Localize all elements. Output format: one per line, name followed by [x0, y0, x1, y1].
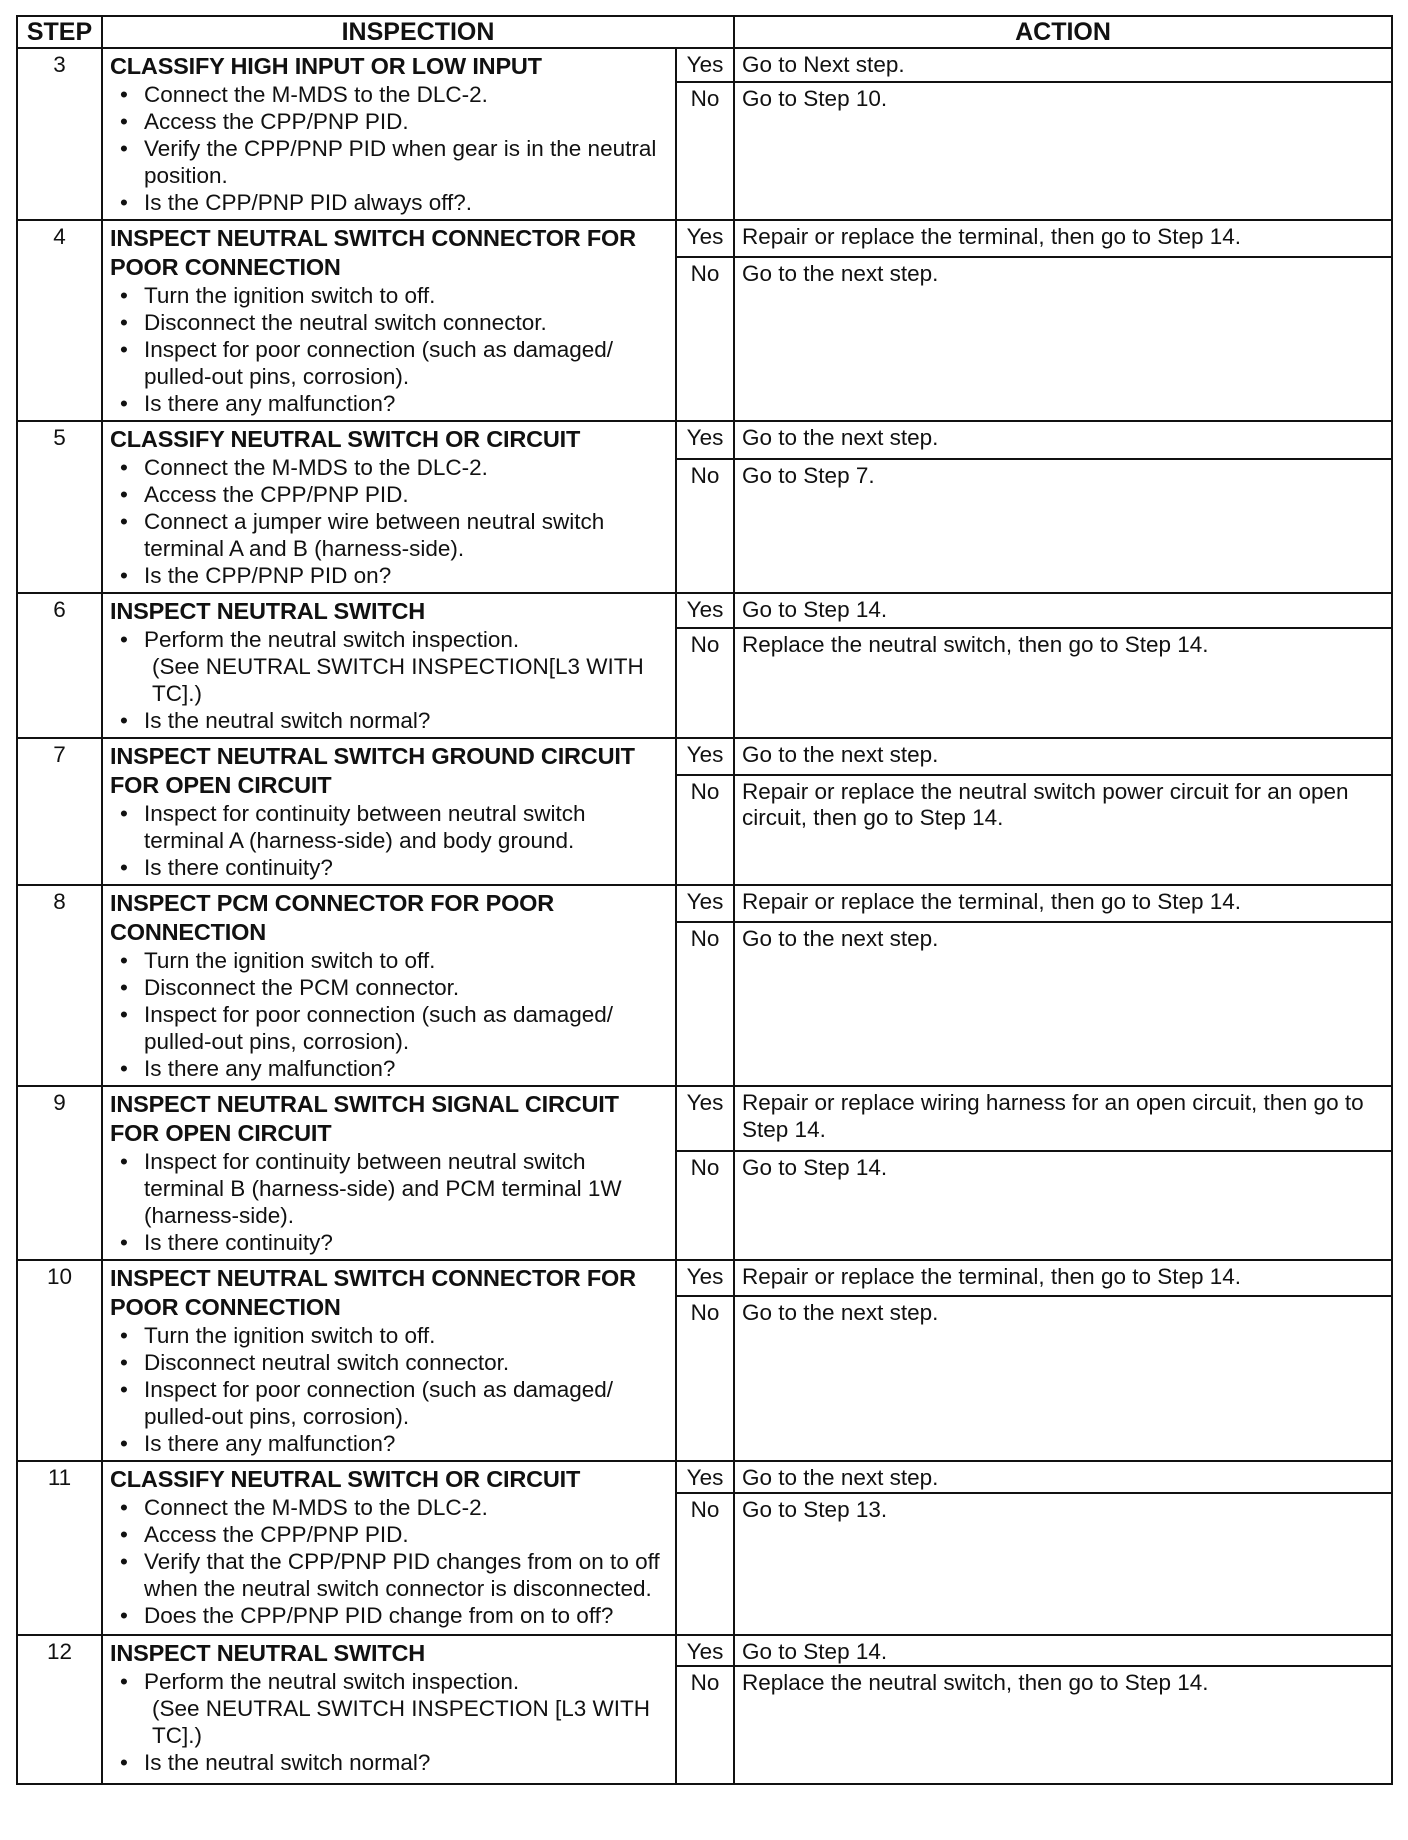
diagnostic-procedure-sheet [16, 15, 1391, 1785]
step-row [17, 738, 1392, 775]
step-row [17, 1260, 1392, 1296]
step-number: 8 [17, 885, 102, 1086]
bullet-text: Inspect for continuity between neutral switch terminal B (harness-side) and PCM terminal 1W (harness-side). [144, 1149, 622, 1228]
inspection-title: INSPECT NEUTRAL SWITCH CONNECTOR FOR POOR CONNECTION [110, 225, 636, 280]
no-label: No [676, 1151, 734, 1260]
no-action: Go to the next step. [734, 257, 1392, 421]
bullet-text: Is the neutral switch normal? [144, 1749, 431, 1775]
action-column-header: ACTION [734, 16, 1392, 48]
yes-action: Go to Next step. [734, 48, 1392, 82]
yes-action: Repair or replace wiring harness for an open circuit, then go to Step 14. [734, 1086, 1392, 1151]
inspection-bullet [144, 707, 669, 734]
inspection-title: CLASSIFY NEUTRAL SWITCH OR CIRCUIT [110, 426, 581, 452]
inspection-bullet [144, 562, 669, 589]
inspection-bullets [110, 1148, 669, 1256]
no-label: No [676, 459, 734, 593]
inspection-cell [102, 220, 676, 421]
inspection-title: INSPECT PCM CONNECTOR FOR POOR CONNECTION [110, 890, 555, 945]
inspection-bullet [144, 1521, 669, 1548]
yes-label: Yes [676, 1260, 734, 1296]
bullet-text: Turn the ignition switch to off. [144, 1323, 436, 1348]
inspection-bullet [144, 1749, 669, 1776]
yes-action: Go to Step 14. [734, 593, 1392, 628]
inspection-bullet [144, 1349, 669, 1376]
no-action: Go to Step 7. [734, 459, 1392, 593]
step-row [17, 1635, 1392, 1667]
yes-label: Yes [676, 48, 734, 82]
no-label: No [676, 257, 734, 421]
inspection-bullet [144, 1430, 669, 1457]
yes-label: Yes [676, 1635, 734, 1667]
bullet-text: Inspect for poor connection (such as damaged/ pulled-out pins, corrosion). [144, 1002, 614, 1054]
yes-action: Go to Step 14. [734, 1635, 1392, 1667]
bullet-text: Inspect for continuity between neutral switch terminal A (harness-side) and body ground. [144, 801, 586, 853]
step-number: 4 [17, 220, 102, 421]
yes-action: Go to the next step. [734, 421, 1392, 459]
inspection-bullet [144, 1148, 669, 1229]
step-row [17, 1461, 1392, 1493]
inspection-bullet [144, 189, 669, 216]
bullet-text: Access the CPP/PNP PID. [144, 109, 409, 134]
bullet-text: Is the CPP/PNP PID always off?. [144, 190, 473, 215]
yes-action: Go to the next step. [734, 738, 1392, 775]
no-action: Go to the next step. [734, 1296, 1392, 1461]
bullet-text: Is there any malfunction? [144, 1056, 396, 1081]
step-number: 5 [17, 421, 102, 593]
no-label: No [676, 775, 734, 885]
step-number: 9 [17, 1086, 102, 1260]
no-action: Replace the neutral switch, then go to Step 14. [734, 1666, 1392, 1784]
inspection-bullet [144, 81, 669, 108]
inspection-bullet [144, 454, 669, 481]
step-number: 11 [17, 1461, 102, 1635]
bullet-text: Is the neutral switch normal? [144, 708, 431, 733]
bullet-text: Disconnect the PCM connector. [144, 975, 460, 1000]
reference-note: (See NEUTRAL SWITCH INSPECTION[L3 WITH TC].) [152, 654, 644, 706]
bullet-text: Verify the CPP/PNP PID when gear is in the neutral position. [144, 136, 657, 188]
inspection-title: INSPECT NEUTRAL SWITCH SIGNAL CIRCUIT FOR OPEN CIRCUIT [110, 1091, 619, 1146]
yes-label: Yes [676, 421, 734, 459]
no-action: Go to the next step. [734, 922, 1392, 1086]
bullet-text: Does the CPP/PNP PID change from on to off? [144, 1603, 614, 1628]
inspection-bullet [144, 390, 669, 417]
inspection-bullet [144, 854, 669, 881]
inspection-column-header: INSPECTION [102, 16, 734, 48]
inspection-cell [102, 1086, 676, 1260]
inspection-cell [102, 48, 676, 220]
inspection-bullet [144, 626, 669, 707]
inspection-bullet [144, 800, 669, 854]
inspection-bullet [144, 108, 669, 135]
bullet-text: Inspect for poor connection (such as damaged/ pulled-out pins, corrosion). [144, 337, 614, 389]
no-label: No [676, 1296, 734, 1461]
reference-note: (See NEUTRAL SWITCH INSPECTION [L3 WITH TC].) [152, 1695, 650, 1748]
inspection-bullets [110, 626, 669, 734]
step-number: 6 [17, 593, 102, 738]
yes-label: Yes [676, 220, 734, 257]
yes-action: Repair or replace the terminal, then go to Step 14. [734, 885, 1392, 922]
no-label: No [676, 922, 734, 1086]
yes-label: Yes [676, 1086, 734, 1151]
inspection-bullet [144, 1602, 669, 1629]
no-label: No [676, 628, 734, 738]
bullet-text: Connect the M-MDS to the DLC-2. [144, 1495, 488, 1520]
inspection-bullet [144, 336, 669, 390]
inspection-bullet [144, 947, 669, 974]
inspection-bullets [110, 1494, 669, 1629]
bullet-text: Is there continuity? [144, 855, 333, 880]
step-row [17, 220, 1392, 257]
bullet-text: Access the CPP/PNP PID. [144, 482, 409, 507]
inspection-bullet [144, 135, 669, 189]
step-row [17, 885, 1392, 922]
step-row [17, 48, 1392, 82]
bullet-text: Connect a jumper wire between neutral switch terminal A and B (harness-side). [144, 509, 605, 561]
bullet-text: Connect the M-MDS to the DLC-2. [144, 455, 488, 480]
inspection-bullets [110, 947, 669, 1082]
inspection-cell [102, 1635, 676, 1785]
bullet-text: Is there any malfunction? [144, 1431, 396, 1456]
bullet-text: Turn the ignition switch to off. [144, 948, 436, 973]
inspection-bullet [144, 1376, 669, 1430]
inspection-cell [102, 593, 676, 738]
step-column-header: STEP [17, 16, 102, 48]
inspection-bullet [144, 1322, 669, 1349]
inspection-bullet [144, 481, 669, 508]
no-action: Replace the neutral switch, then go to Step 14. [734, 628, 1392, 738]
inspection-bullet [144, 282, 669, 309]
inspection-cell [102, 1260, 676, 1461]
bullet-text: Access the CPP/PNP PID. [144, 1522, 409, 1547]
inspection-title: INSPECT NEUTRAL SWITCH [110, 598, 426, 624]
yes-label: Yes [676, 1461, 734, 1493]
bullet-text: Disconnect the neutral switch connector. [144, 310, 547, 335]
inspection-bullet [144, 1668, 669, 1749]
inspection-title: CLASSIFY NEUTRAL SWITCH OR CIRCUIT [110, 1466, 581, 1492]
inspection-bullets [110, 81, 669, 216]
bullet-text: Disconnect neutral switch connector. [144, 1350, 510, 1375]
table-header-row [17, 16, 1392, 48]
inspection-bullet [144, 1229, 669, 1256]
bullet-text: Is there continuity? [144, 1230, 333, 1255]
step-number: 10 [17, 1260, 102, 1461]
inspection-title: CLASSIFY HIGH INPUT OR LOW INPUT [110, 53, 542, 79]
inspection-bullet [144, 1055, 669, 1082]
inspection-bullet [144, 508, 669, 562]
no-label: No [676, 1666, 734, 1784]
bullet-text: Verify that the CPP/PNP PID changes from on to off when the neutral switch connector is disconnected. [144, 1549, 660, 1601]
inspection-cell [102, 885, 676, 1086]
inspection-bullet [144, 309, 669, 336]
inspection-bullets [110, 1322, 669, 1457]
inspection-bullet [144, 1548, 669, 1602]
inspection-title: INSPECT NEUTRAL SWITCH CONNECTOR FOR POOR CONNECTION [110, 1265, 636, 1320]
inspection-title: INSPECT NEUTRAL SWITCH [110, 1639, 426, 1666]
table-body [17, 48, 1392, 1784]
no-action: Go to Step 14. [734, 1151, 1392, 1260]
inspection-bullets [110, 282, 669, 417]
bullet-text: Perform the neutral switch inspection. [144, 627, 520, 652]
bullet-text: Turn the ignition switch to off. [144, 283, 436, 308]
step-row [17, 421, 1392, 459]
yes-action: Repair or replace the terminal, then go to Step 14. [734, 1260, 1392, 1296]
bullet-text: Is there any malfunction? [144, 391, 396, 416]
step-row [17, 1086, 1392, 1151]
inspection-bullets [110, 454, 669, 589]
step-row [17, 593, 1392, 628]
no-label: No [676, 82, 734, 220]
diagnostic-table [16, 15, 1393, 1785]
inspection-bullet [144, 1494, 669, 1521]
inspection-title: INSPECT NEUTRAL SWITCH GROUND CIRCUIT FOR OPEN CIRCUIT [110, 743, 635, 798]
inspection-bullets [110, 800, 669, 881]
bullet-text: Is the CPP/PNP PID on? [144, 563, 392, 588]
step-number: 12 [17, 1635, 102, 1785]
bullet-text: Inspect for poor connection (such as damaged/ pulled-out pins, corrosion). [144, 1377, 614, 1429]
step-number: 7 [17, 738, 102, 885]
inspection-cell [102, 421, 676, 593]
yes-label: Yes [676, 738, 734, 775]
yes-label: Yes [676, 593, 734, 628]
yes-label: Yes [676, 885, 734, 922]
inspection-bullet [144, 974, 669, 1001]
no-action: Repair or replace the neutral switch power circuit for an open circuit, then go to Step 14. [734, 775, 1392, 885]
no-label: No [676, 1493, 734, 1635]
no-action: Go to Step 13. [734, 1493, 1392, 1635]
inspection-bullets [110, 1668, 669, 1776]
inspection-cell [102, 738, 676, 885]
bullet-text: Connect the M-MDS to the DLC-2. [144, 82, 488, 107]
no-action: Go to Step 10. [734, 82, 1392, 220]
step-number: 3 [17, 48, 102, 220]
bullet-text: Perform the neutral switch inspection. [144, 1668, 520, 1694]
yes-action: Go to the next step. [734, 1461, 1392, 1493]
inspection-bullet [144, 1001, 669, 1055]
yes-action: Repair or replace the terminal, then go to Step 14. [734, 220, 1392, 257]
inspection-cell [102, 1461, 676, 1635]
